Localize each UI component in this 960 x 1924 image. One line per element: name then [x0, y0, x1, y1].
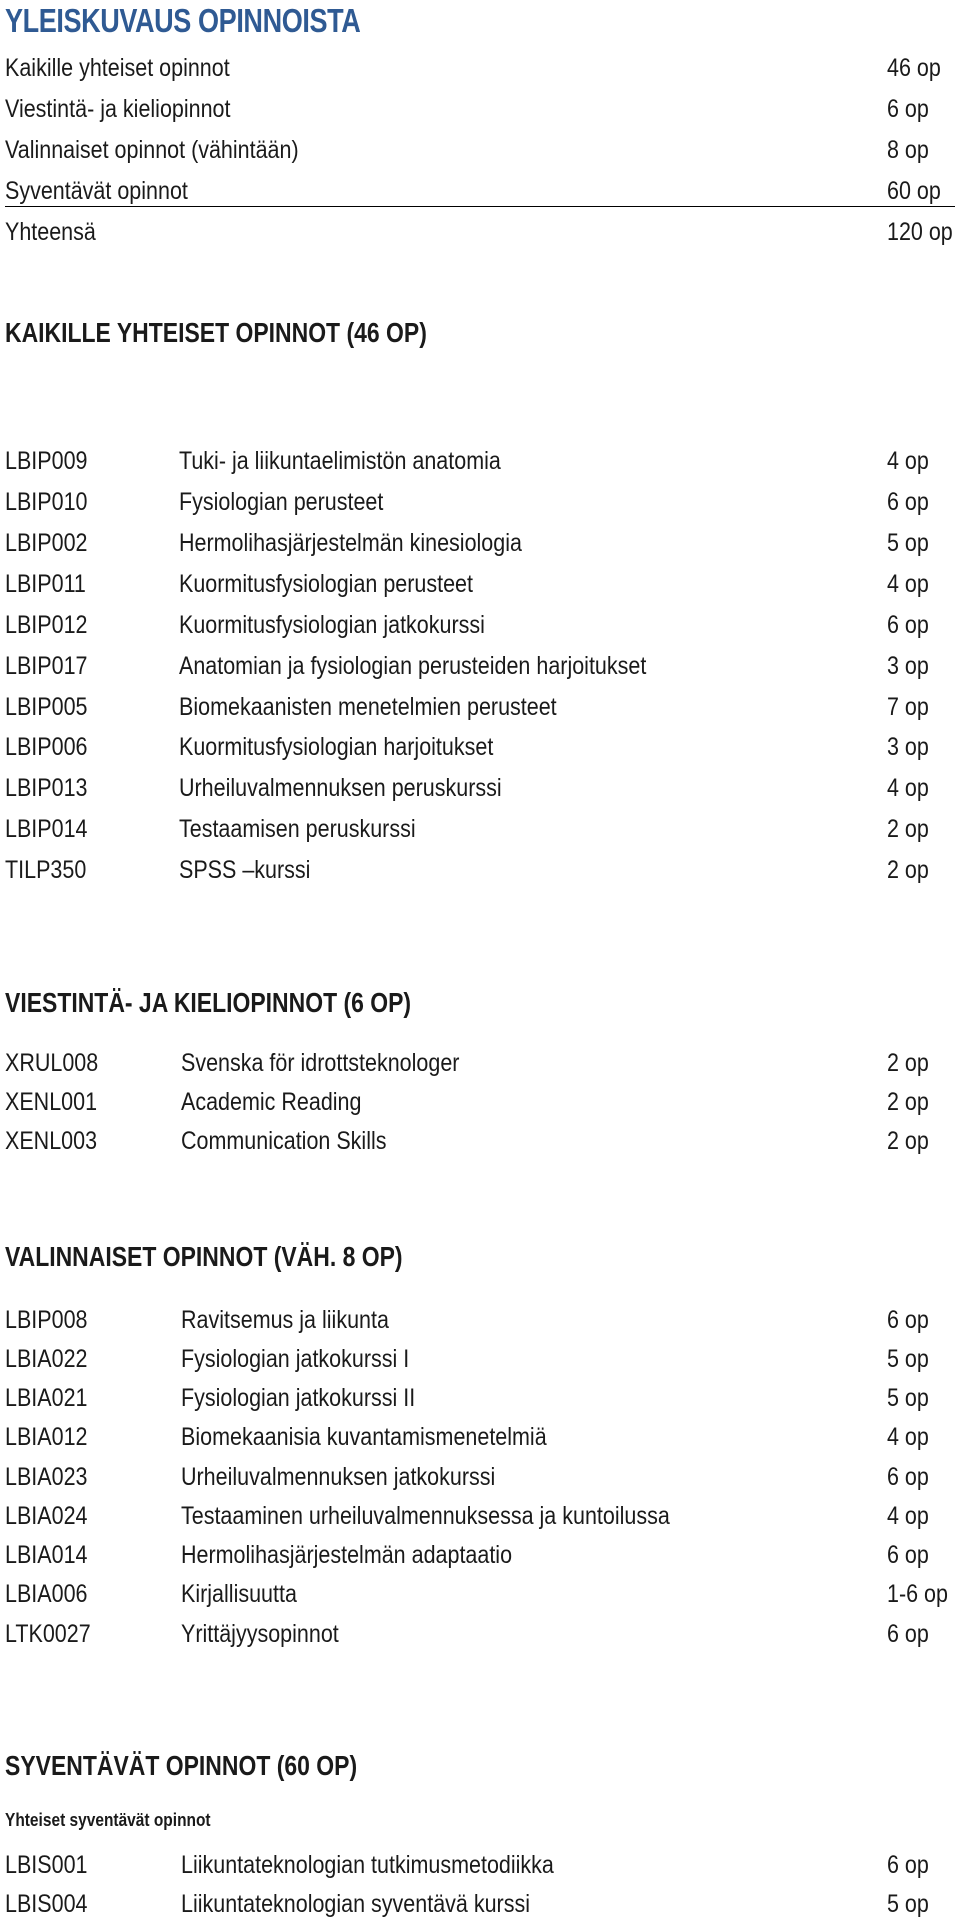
course-code: LBIP006	[5, 733, 88, 761]
course-code: LBIA012	[5, 1423, 88, 1451]
course-name: SPSS –kurssi	[179, 856, 311, 884]
summary-value: 6 op	[887, 95, 929, 123]
course-row	[5, 1496, 960, 1536]
course-code: LBIP008	[5, 1306, 88, 1334]
course-name: Testaaminen urheiluvalmennuksessa ja kuntoilussa	[181, 1502, 670, 1530]
course-row	[5, 1535, 960, 1575]
course-name: Biomekaanisten menetelmien perusteet	[179, 693, 557, 721]
course-code: LTK0027	[5, 1620, 91, 1648]
course-name: Hermolihasjärjestelmän kinesiologia	[179, 529, 522, 557]
course-code: TILP350	[5, 856, 87, 884]
course-credits: 4 op	[887, 570, 929, 598]
course-credits: 4 op	[887, 1423, 929, 1451]
course-credits: 5 op	[887, 1890, 929, 1918]
course-credits: 5 op	[887, 1345, 929, 1373]
course-code: LBIP010	[5, 488, 88, 516]
page-title: YLEISKUVAUS OPINNOISTA	[5, 2, 361, 39]
course-row	[5, 1417, 960, 1457]
summary-row	[5, 49, 960, 87]
summary-label: Kaikille yhteiset opinnot	[5, 54, 230, 82]
course-credits: 2 op	[887, 1088, 929, 1116]
course-name: Communication Skills	[181, 1127, 387, 1155]
course-code: LBIS004	[5, 1890, 88, 1918]
course-credits: 1-6 op	[887, 1580, 948, 1608]
course-code: LBIP009	[5, 447, 88, 475]
course-credits: 6 op	[887, 1541, 929, 1569]
summary-label: Syventävät opinnot	[5, 177, 188, 205]
summary-value: 60 op	[887, 177, 941, 205]
summary-total-row	[5, 213, 960, 251]
course-credits: 3 op	[887, 733, 929, 761]
course-name: Urheiluvalmennuksen jatkokurssi	[181, 1463, 496, 1491]
course-credits: 2 op	[887, 1127, 929, 1155]
course-name: Fysiologian perusteet	[179, 488, 384, 516]
course-credits: 2 op	[887, 815, 929, 843]
course-row	[5, 1845, 960, 1885]
course-credits: 5 op	[887, 529, 929, 557]
course-row	[5, 687, 960, 727]
course-credits: 6 op	[887, 1306, 929, 1334]
course-credits: 3 op	[887, 652, 929, 680]
course-name: Urheiluvalmennuksen peruskurssi	[179, 774, 502, 802]
summary-value: 120 op	[887, 218, 953, 246]
course-row	[5, 1043, 960, 1083]
course-code: XRUL008	[5, 1049, 99, 1077]
course-row	[5, 605, 960, 645]
course-row	[5, 809, 960, 849]
course-name: Svenska för idrottsteknologer	[181, 1049, 460, 1077]
course-code: LBIP002	[5, 529, 88, 557]
course-row	[5, 727, 960, 767]
summary-label: Yhteensä	[5, 218, 96, 246]
course-row	[5, 850, 960, 890]
course-code: XENL003	[5, 1127, 98, 1155]
course-row	[5, 1121, 960, 1161]
course-code: LBIA021	[5, 1384, 88, 1412]
course-name: Yrittäjyysopinnot	[181, 1620, 339, 1648]
course-code: LBIA006	[5, 1580, 88, 1608]
course-code: LBIA024	[5, 1502, 88, 1530]
course-credits: 4 op	[887, 447, 929, 475]
course-credits: 6 op	[887, 611, 929, 639]
course-row	[5, 1082, 960, 1122]
course-credits: 6 op	[887, 1620, 929, 1648]
course-row	[5, 1614, 960, 1654]
course-credits: 2 op	[887, 1049, 929, 1077]
course-name: Academic Reading	[181, 1088, 362, 1116]
course-credits: 6 op	[887, 488, 929, 516]
section-heading: KAIKILLE YHTEISET OPINNOT (46 OP)	[5, 317, 427, 348]
course-row	[5, 441, 960, 481]
summary-row	[5, 131, 960, 169]
course-code: LBIA022	[5, 1345, 88, 1373]
course-credits: 2 op	[887, 856, 929, 884]
summary-value: 8 op	[887, 136, 929, 164]
course-code: LBIP005	[5, 693, 88, 721]
course-credits: 4 op	[887, 1502, 929, 1530]
course-code: LBIP011	[5, 570, 86, 598]
course-row	[5, 1378, 960, 1418]
course-name: Biomekaanisia kuvantamismenetelmiä	[181, 1423, 547, 1451]
course-name: Kirjallisuutta	[181, 1580, 297, 1608]
course-credits: 7 op	[887, 693, 929, 721]
course-code: LBIP012	[5, 611, 88, 639]
course-code: LBIP017	[5, 652, 88, 680]
course-name: Fysiologian jatkokurssi II	[181, 1384, 416, 1412]
section-heading: VIESTINTÄ- JA KIELIOPINNOT (6 OP)	[5, 987, 412, 1018]
course-name: Ravitsemus ja liikunta	[181, 1306, 389, 1334]
course-code: LBIA023	[5, 1463, 88, 1491]
course-name: Liikuntateknologian syventävä kurssi	[181, 1890, 530, 1918]
course-name: Fysiologian jatkokurssi I	[181, 1345, 410, 1373]
course-credits: 5 op	[887, 1384, 929, 1412]
course-row	[5, 768, 960, 808]
summary-row	[5, 90, 960, 128]
course-credits: 6 op	[887, 1851, 929, 1879]
course-row	[5, 564, 960, 604]
course-name: Testaamisen peruskurssi	[179, 815, 416, 843]
course-code: LBIP014	[5, 815, 88, 843]
course-name: Liikuntateknologian tutkimusmetodiikka	[181, 1851, 554, 1879]
course-row	[5, 1884, 960, 1924]
summary-label: Viestintä- ja kieliopinnot	[5, 95, 231, 123]
course-name: Kuormitusfysiologian perusteet	[179, 570, 473, 598]
course-code: LBIS001	[5, 1851, 88, 1879]
course-name: Kuormitusfysiologian harjoitukset	[179, 733, 494, 761]
course-row	[5, 1457, 960, 1497]
summary-label: Valinnaiset opinnot (vähintään)	[5, 136, 299, 164]
summary-divider	[5, 206, 955, 207]
summary-value: 46 op	[887, 54, 941, 82]
summary-row	[5, 172, 960, 210]
course-credits: 4 op	[887, 774, 929, 802]
section-heading: SYVENTÄVÄT OPINNOT (60 OP)	[5, 1750, 358, 1781]
course-name: Kuormitusfysiologian jatkokurssi	[179, 611, 485, 639]
course-name: Tuki- ja liikuntaelimistön anatomia	[179, 447, 501, 475]
course-name: Anatomian ja fysiologian perusteiden harjoitukset	[179, 652, 647, 680]
course-row	[5, 1574, 960, 1614]
course-row	[5, 482, 960, 522]
course-credits: 6 op	[887, 1463, 929, 1491]
course-row	[5, 1339, 960, 1379]
course-name: Hermolihasjärjestelmän adaptaatio	[181, 1541, 513, 1569]
course-code: LBIA014	[5, 1541, 88, 1569]
section-subheading: Yhteiset syventävät opinnot	[5, 1810, 211, 1830]
course-row	[5, 646, 960, 686]
section-heading: VALINNAISET OPINNOT (VÄH. 8 OP)	[5, 1241, 403, 1272]
course-row	[5, 523, 960, 563]
course-code: XENL001	[5, 1088, 98, 1116]
course-code: LBIP013	[5, 774, 88, 802]
course-row	[5, 1300, 960, 1340]
